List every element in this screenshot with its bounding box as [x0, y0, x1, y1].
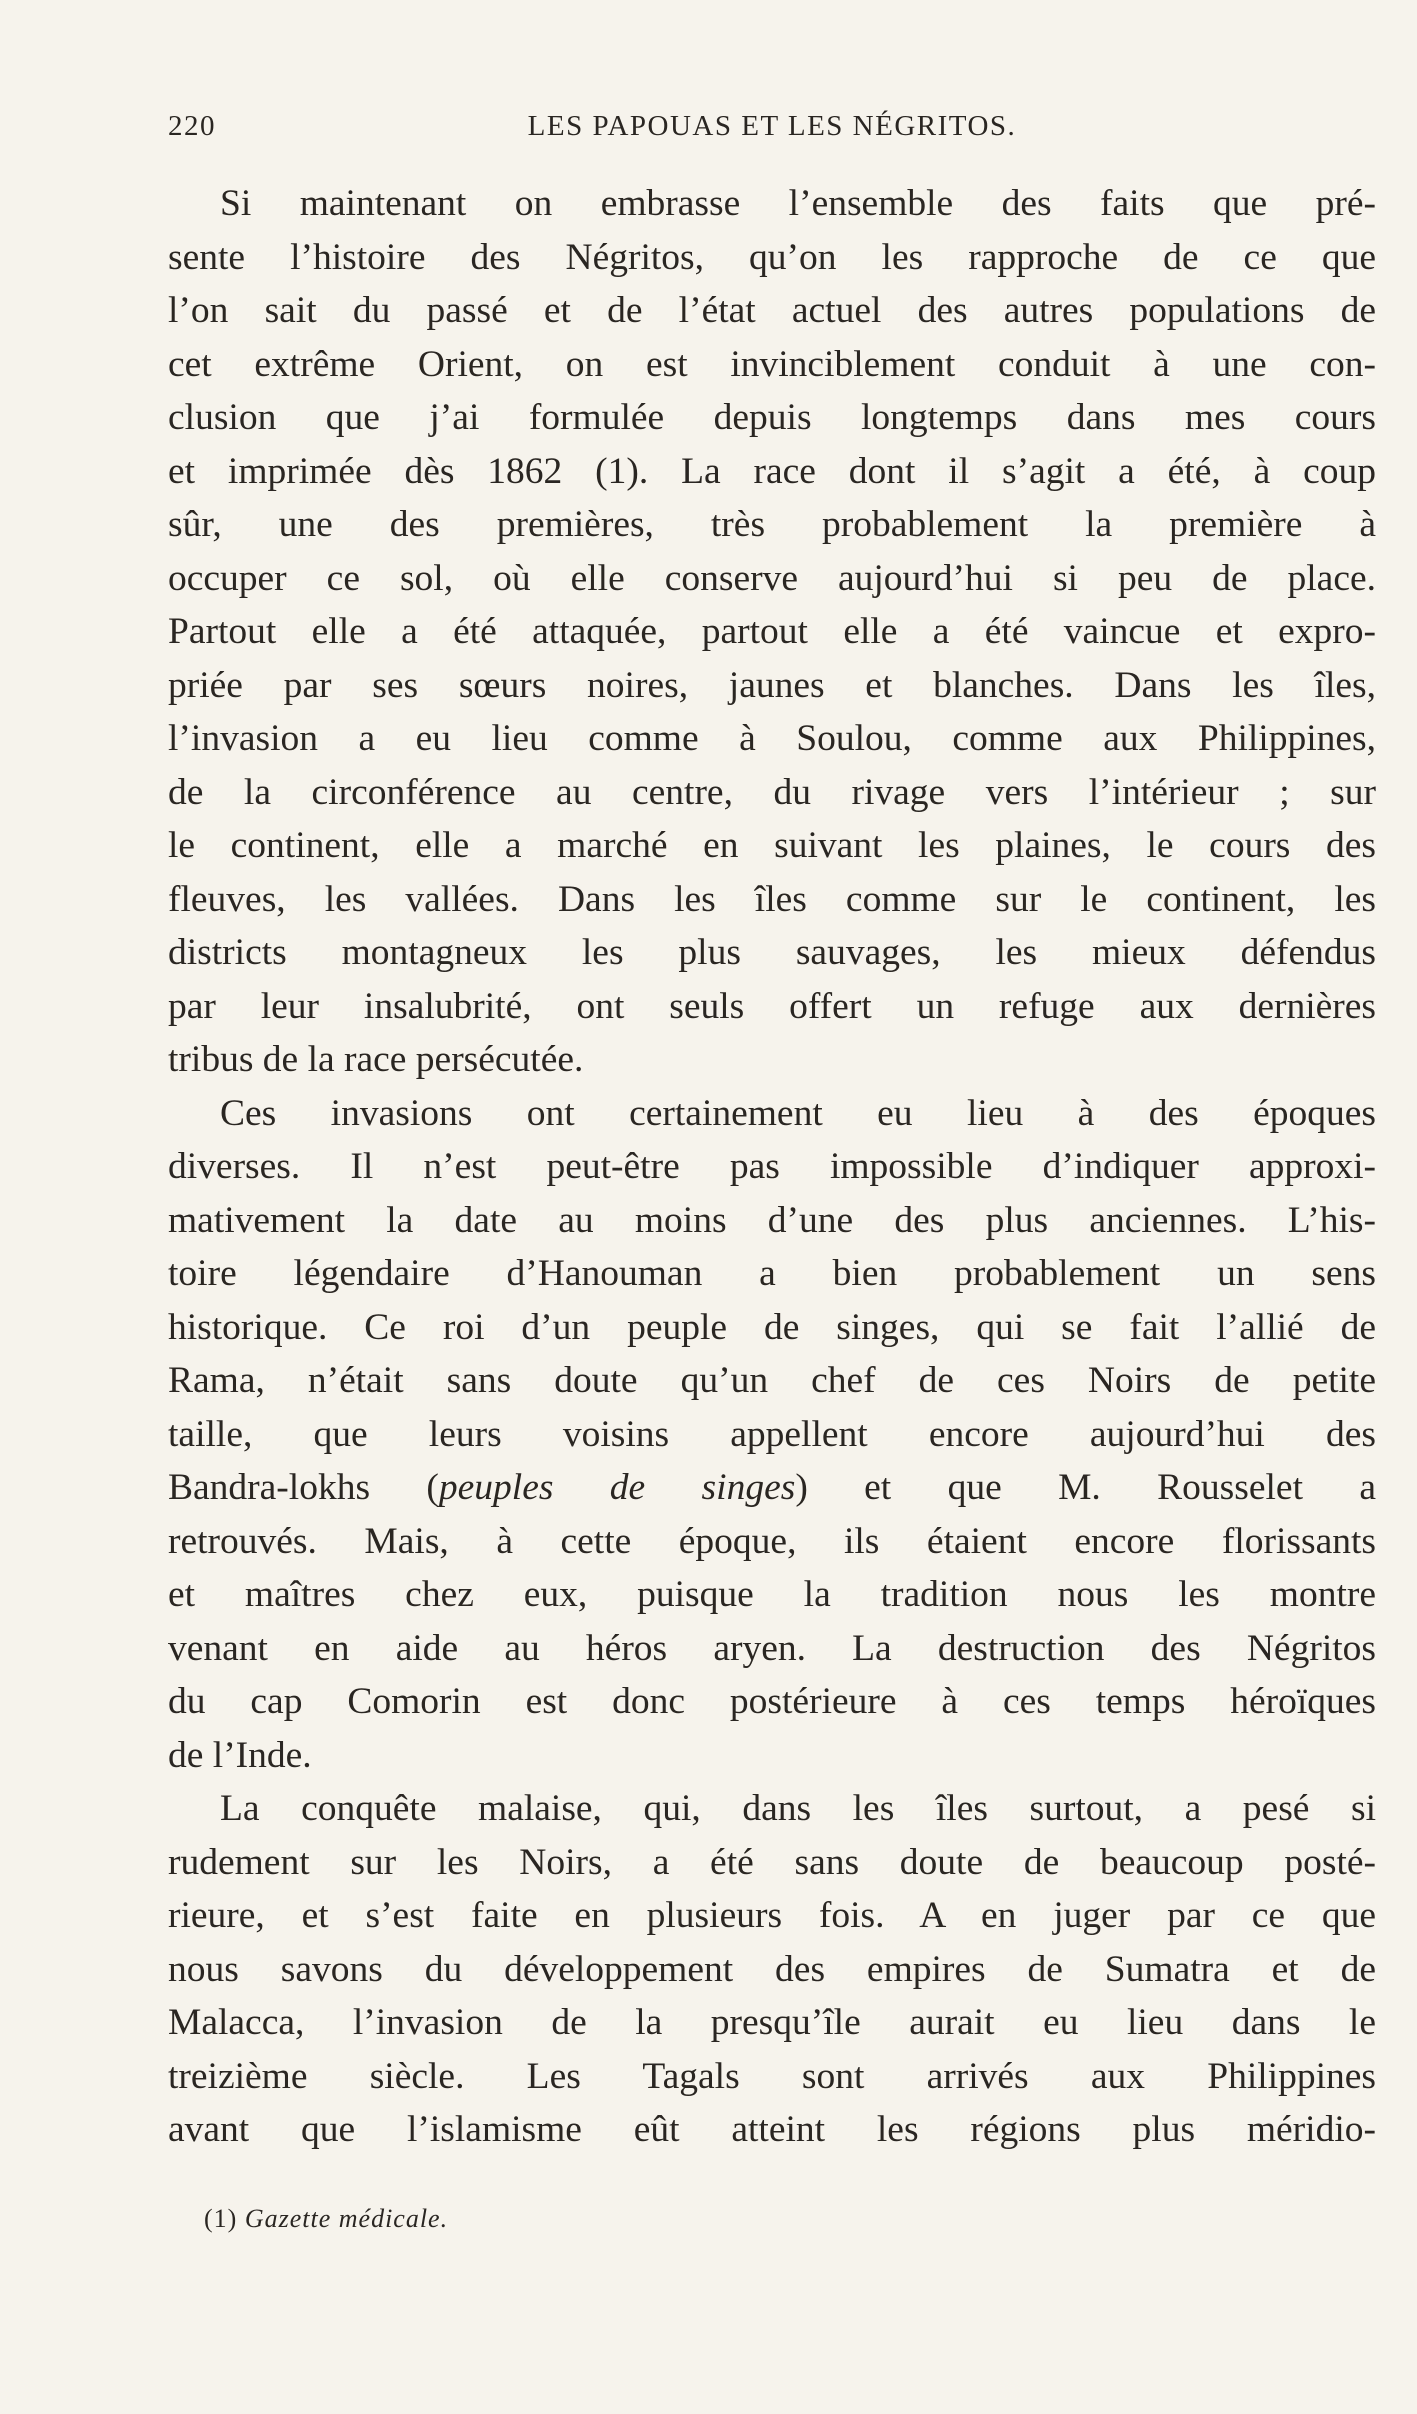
- text-line: clusion que j’ai formulée depuis longtemps dans mes cours: [168, 397, 1376, 438]
- text-line: et maîtres chez eux, puisque la tradition nous les montre: [168, 1574, 1376, 1615]
- page-header: [168, 110, 1376, 150]
- text-line: Malacca, l’invasion de la presqu’île aurait eu lieu dans le: [168, 2002, 1376, 2043]
- text-line: par leur insalubrité, ont seuls offert un refuge aux dernières: [168, 985, 1376, 1027]
- text-line: l’invasion a eu lieu comme à Soulou, comme aux Philippines,: [168, 718, 1376, 759]
- text-line: Rama, n’était sans doute qu’un chef de ces Noirs de petite: [168, 1360, 1376, 1401]
- text-line: et imprimée dès 1862 (1). La race dont il s’agit a été, à coup: [168, 450, 1376, 492]
- body-text: [168, 177, 1376, 2157]
- text-line: tribus de la race persécutée.: [168, 1039, 584, 1080]
- text-line: treizième siècle. Les Tagals sont arrivés aux Philippines: [168, 2055, 1376, 2097]
- text-line: venant en aide au héros aryen. La destruction des Négritos: [168, 1627, 1376, 1669]
- text-line: retrouvés. Mais, à cette époque, ils étaient encore florissants: [168, 1520, 1376, 1562]
- text-line: le continent, elle a marché en suivant les plaines, le cours des: [168, 825, 1376, 866]
- text-line: de l’Inde.: [168, 1734, 312, 1776]
- running-title: LES PAPOUAS ET LES NÉGRITOS.: [527, 110, 1017, 142]
- text-line: historique. Ce roi d’un peuple de singes, qui se fait l’allié de: [168, 1306, 1376, 1348]
- text-line: l’on sait du passé et de l’état actuel des autres populations de: [168, 290, 1376, 331]
- text-line: mativement la date au moins d’une des plus anciennes. L’his-: [168, 1199, 1376, 1241]
- footnote-marker: (1): [204, 2204, 238, 2233]
- footnote: [204, 2204, 448, 2234]
- text-line: de la circonférence au centre, du rivage vers l’intérieur ; sur: [168, 771, 1376, 813]
- italic-phrase: peuples de singes: [438, 1467, 796, 1508]
- footnote-text: Gazette médicale.: [244, 2204, 449, 2233]
- text-line: priée par ses sœurs noires, jaunes et blanches. Dans les îles,: [168, 664, 1376, 706]
- text-line: sûr, une des premières, très probablement la première à: [168, 504, 1376, 545]
- text-line: rieure, et s’est faite en plusieurs fois. A en juger par ce que: [168, 1895, 1376, 1936]
- text-line: districts montagneux les plus sauvages, les mieux défendus: [168, 932, 1376, 973]
- text-line: diverses. Il n’est peut-être pas impossible d’indiquer approxi-: [168, 1146, 1376, 1187]
- text-line: nous savons du développement des empires de Sumatra et de: [168, 1948, 1376, 1990]
- book-page: [168, 110, 1376, 2233]
- text-line: Ces invasions ont certainement eu lieu à des époques: [220, 1092, 1376, 1134]
- text-line: du cap Comorin est donc postérieure à ces temps héroïques: [168, 1681, 1376, 1722]
- text-line: rudement sur les Noirs, a été sans doute de beaucoup posté-: [168, 1841, 1376, 1883]
- text-line: avant que l’islamisme eût atteint les régions plus méridio-: [168, 2109, 1376, 2150]
- text-line: occuper ce sol, où elle conserve aujourd’hui si peu de place.: [168, 557, 1376, 599]
- text-line: toire légendaire d’Hanouman a bien probablement un sens: [168, 1253, 1376, 1294]
- text-line: [168, 1461, 1376, 1515]
- text-line: fleuves, les vallées. Dans les îles comme sur le continent, les: [168, 878, 1376, 920]
- text-line: La conquête malaise, qui, dans les îles surtout, a pesé si: [220, 1788, 1376, 1829]
- text-line: taille, que leurs voisins appellent encore aujourd’hui des: [168, 1413, 1376, 1455]
- text-line: Si maintenant on embrasse l’ensemble des faits que pré-: [220, 183, 1376, 224]
- page-number: 220: [168, 110, 216, 142]
- text-line: sente l’histoire des Négritos, qu’on les rapproche de ce que: [168, 236, 1376, 278]
- text-line: cet extrême Orient, on est invinciblement conduit à une con-: [168, 343, 1376, 385]
- text-line: Partout elle a été attaquée, partout elle a été vaincue et expro-: [168, 611, 1376, 652]
- text-segment: ) et que M. Rousselet a: [795, 1467, 1376, 1508]
- text-segment: Bandra-lokhs (: [168, 1467, 439, 1508]
